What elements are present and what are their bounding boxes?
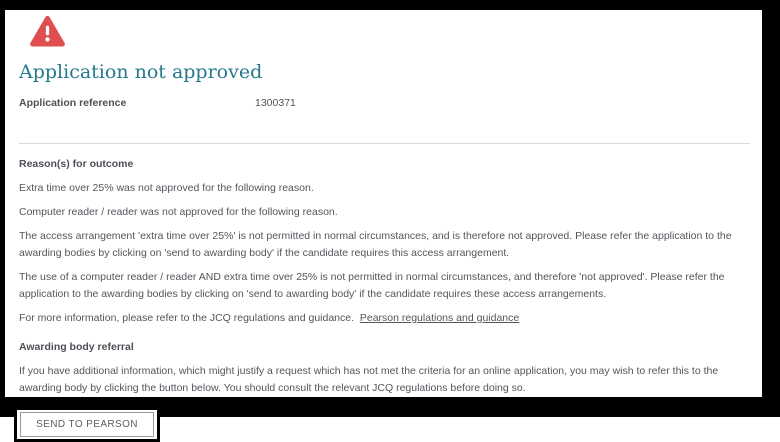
referral-paragraph: If you have additional information, which might justify a request which has not met the criteria for an online application, you may wish to refer this to the awarding body by clicking the button below. You should consult the relevant JCQ regulations before doing so. (19, 365, 719, 394)
page-title: Application not approved (19, 61, 263, 83)
application-reference-label: Application reference (19, 97, 127, 109)
send-to-pearson-button[interactable]: SEND TO PEARSON (20, 412, 154, 437)
reason-paragraph: The use of a computer reader / reader AND extra time over 25% is not permitted in normal circumstances, and therefore 'not approved'. Please refer the application to the awarding bodies by clicking on 'send to awarding body' if the candidate requires these access arrangements. (19, 271, 725, 300)
reason-paragraph: Computer reader / reader was not approved for the following reason. (19, 206, 338, 218)
awarding-body-referral-heading: Awarding body referral (19, 341, 134, 353)
section-divider (19, 143, 750, 144)
reasons-heading: Reason(s) for outcome (19, 158, 134, 170)
application-reference-row (19, 95, 750, 112)
pearson-regulations-link[interactable]: Pearson regulations and guidance (359, 312, 520, 324)
application-outcome-panel (5, 10, 762, 430)
warning-triangle-icon (29, 15, 66, 48)
button-highlight-annotation (14, 407, 160, 442)
more-info-line (19, 310, 750, 327)
reason-paragraph: Extra time over 25% was not approved for the following reason. (19, 182, 314, 194)
more-info-text: For more information, please refer to the JCQ regulations and guidance. (19, 312, 360, 324)
reason-paragraph: The access arrangement 'extra time over 25%' is not permitted in normal circumstances, and is therefore not approved. Please refer the application to the awarding bodies by clicking on 'send to awarding body' if the candidate requires this access arrangement. (19, 230, 732, 259)
application-reference-value: 1300371 (255, 97, 296, 109)
